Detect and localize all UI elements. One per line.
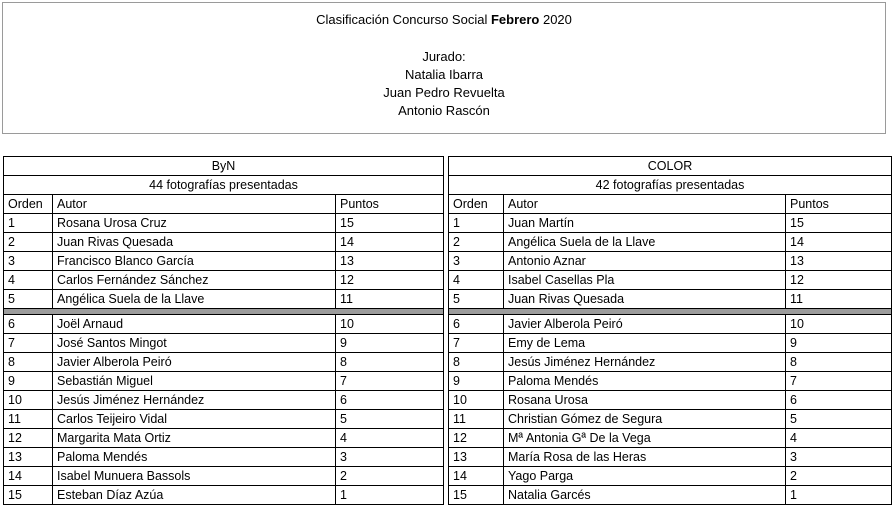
points-cell: 6 [336, 391, 444, 410]
color-table [448, 156, 892, 505]
points-cell: 1 [786, 486, 892, 505]
points-cell: 3 [786, 448, 892, 467]
author-cell: Juan Rivas Quesada [53, 233, 336, 252]
table-row [4, 353, 444, 372]
table-row [449, 334, 892, 353]
author-cell: Mª Antonia Gª De la Vega [504, 429, 786, 448]
jury-member: Antonio Rascón [398, 103, 490, 118]
column-header-puntos: Puntos [336, 195, 444, 214]
author-cell: Carlos Fernández Sánchez [53, 271, 336, 290]
points-cell: 14 [786, 233, 892, 252]
author-cell: Angélica Suela de la Llave [53, 290, 336, 309]
points-cell: 3 [336, 448, 444, 467]
rank-cell: 9 [449, 372, 504, 391]
rank-cell: 5 [449, 290, 504, 309]
rank-cell: 11 [449, 410, 504, 429]
table-title: COLOR [449, 157, 892, 176]
table-row [4, 448, 444, 467]
author-cell: Antonio Aznar [504, 252, 786, 271]
column-header-row [449, 195, 892, 214]
points-cell: 15 [786, 214, 892, 233]
table-row [4, 391, 444, 410]
points-cell: 14 [336, 233, 444, 252]
table-subtitle: 44 fotografías presentadas [4, 176, 444, 195]
table-row [449, 233, 892, 252]
jury-member: Natalia Ibarra [404, 67, 484, 82]
table-row [449, 448, 892, 467]
byn-table [3, 156, 444, 505]
title-month: Febrero [490, 12, 540, 27]
jury-block [3, 48, 885, 120]
table-row [4, 315, 444, 334]
table-row [449, 315, 892, 334]
table-row [4, 467, 444, 486]
table-row [449, 252, 892, 271]
title-text: Clasificación Concurso Social [316, 12, 491, 27]
header-box [2, 2, 886, 134]
rank-cell: 8 [449, 353, 504, 372]
rank-cell: 7 [449, 334, 504, 353]
points-cell: 5 [336, 410, 444, 429]
table-row [449, 353, 892, 372]
rank-cell: 13 [449, 448, 504, 467]
table-subtitle-row [4, 176, 444, 195]
table-row [449, 410, 892, 429]
rank-cell: 4 [4, 271, 53, 290]
points-cell: 9 [786, 334, 892, 353]
table-title: ByN [4, 157, 444, 176]
author-cell: Yago Parga [504, 467, 786, 486]
points-cell: 10 [786, 315, 892, 334]
points-cell: 9 [336, 334, 444, 353]
rank-cell: 12 [449, 429, 504, 448]
rank-cell: 10 [449, 391, 504, 410]
rank-cell: 2 [4, 233, 53, 252]
column-header-row [4, 195, 444, 214]
table-row [4, 410, 444, 429]
points-cell: 13 [336, 252, 444, 271]
column-header-puntos: Puntos [786, 195, 892, 214]
points-cell: 7 [336, 372, 444, 391]
table-row [4, 233, 444, 252]
table-row [449, 271, 892, 290]
author-cell: Javier Alberola Peiró [504, 315, 786, 334]
points-cell: 7 [786, 372, 892, 391]
author-cell: Isabel Casellas Pla [504, 271, 786, 290]
table-row [4, 252, 444, 271]
rank-cell: 7 [4, 334, 53, 353]
author-cell: Angélica Suela de la Llave [504, 233, 786, 252]
points-cell: 8 [336, 353, 444, 372]
table-row [4, 290, 444, 309]
points-cell: 2 [336, 467, 444, 486]
points-cell: 11 [336, 290, 444, 309]
author-cell: Paloma Mendés [504, 372, 786, 391]
rank-cell: 3 [4, 252, 53, 271]
jury-member: Juan Pedro Revuelta [383, 85, 505, 100]
table-row [4, 486, 444, 505]
rank-cell: 4 [449, 271, 504, 290]
rank-cell: 14 [4, 467, 53, 486]
rank-cell: 6 [4, 315, 53, 334]
author-cell: Sebastián Miguel [53, 372, 336, 391]
rank-cell: 10 [4, 391, 53, 410]
title-year: 2020 [539, 12, 572, 27]
author-cell: Natalia Garcés [504, 486, 786, 505]
points-cell: 10 [336, 315, 444, 334]
rank-cell: 12 [4, 429, 53, 448]
points-cell: 12 [336, 271, 444, 290]
rank-cell: 14 [449, 467, 504, 486]
column-header-autor: Autor [53, 195, 336, 214]
rank-cell: 3 [449, 252, 504, 271]
table-title-row [449, 157, 892, 176]
points-cell: 4 [786, 429, 892, 448]
rank-cell: 5 [4, 290, 53, 309]
jury-label: Jurado: [422, 49, 466, 64]
table-row [4, 372, 444, 391]
author-cell: Francisco Blanco García [53, 252, 336, 271]
table-row [4, 334, 444, 353]
author-cell: María Rosa de las Heras [504, 448, 786, 467]
points-cell: 1 [336, 486, 444, 505]
points-cell: 8 [786, 353, 892, 372]
author-cell: Jesús Jiménez Hernández [53, 391, 336, 410]
points-cell: 2 [786, 467, 892, 486]
author-cell: Christian Gómez de Segura [504, 410, 786, 429]
points-cell: 5 [786, 410, 892, 429]
rank-cell: 13 [4, 448, 53, 467]
author-cell: Jesús Jiménez Hernández [504, 353, 786, 372]
rank-cell: 1 [449, 214, 504, 233]
table-subtitle-row [449, 176, 892, 195]
table-row [449, 391, 892, 410]
points-cell: 6 [786, 391, 892, 410]
table-row [449, 372, 892, 391]
table-row [4, 214, 444, 233]
column-header-orden: Orden [4, 195, 53, 214]
column-header-orden: Orden [449, 195, 504, 214]
rank-cell: 11 [4, 410, 53, 429]
table-subtitle: 42 fotografías presentadas [449, 176, 892, 195]
page-title [3, 12, 885, 27]
author-cell: Carlos Teijeiro Vidal [53, 410, 336, 429]
author-cell: Rosana Urosa [504, 391, 786, 410]
points-cell: 12 [786, 271, 892, 290]
author-cell: Isabel Munuera Bassols [53, 467, 336, 486]
author-cell: Javier Alberola Peiró [53, 353, 336, 372]
author-cell: Paloma Mendés [53, 448, 336, 467]
points-cell: 15 [336, 214, 444, 233]
rank-cell: 15 [449, 486, 504, 505]
rank-cell: 15 [4, 486, 53, 505]
table-row [4, 429, 444, 448]
points-cell: 11 [786, 290, 892, 309]
author-cell: Joël Arnaud [53, 315, 336, 334]
table-row [449, 214, 892, 233]
rank-cell: 8 [4, 353, 53, 372]
author-cell: Juan Rivas Quesada [504, 290, 786, 309]
author-cell: Rosana Urosa Cruz [53, 214, 336, 233]
table-row [4, 271, 444, 290]
author-cell: Margarita Mata Ortiz [53, 429, 336, 448]
points-cell: 13 [786, 252, 892, 271]
table-title-row [4, 157, 444, 176]
author-cell: José Santos Mingot [53, 334, 336, 353]
table-row [449, 290, 892, 309]
rank-cell: 9 [4, 372, 53, 391]
author-cell: Juan Martín [504, 214, 786, 233]
rank-cell: 6 [449, 315, 504, 334]
table-row [449, 467, 892, 486]
table-row [449, 429, 892, 448]
author-cell: Emy de Lema [504, 334, 786, 353]
column-header-autor: Autor [504, 195, 786, 214]
author-cell: Esteban Díaz Azúa [53, 486, 336, 505]
table-row [449, 486, 892, 505]
rank-cell: 1 [4, 214, 53, 233]
rank-cell: 2 [449, 233, 504, 252]
points-cell: 4 [336, 429, 444, 448]
